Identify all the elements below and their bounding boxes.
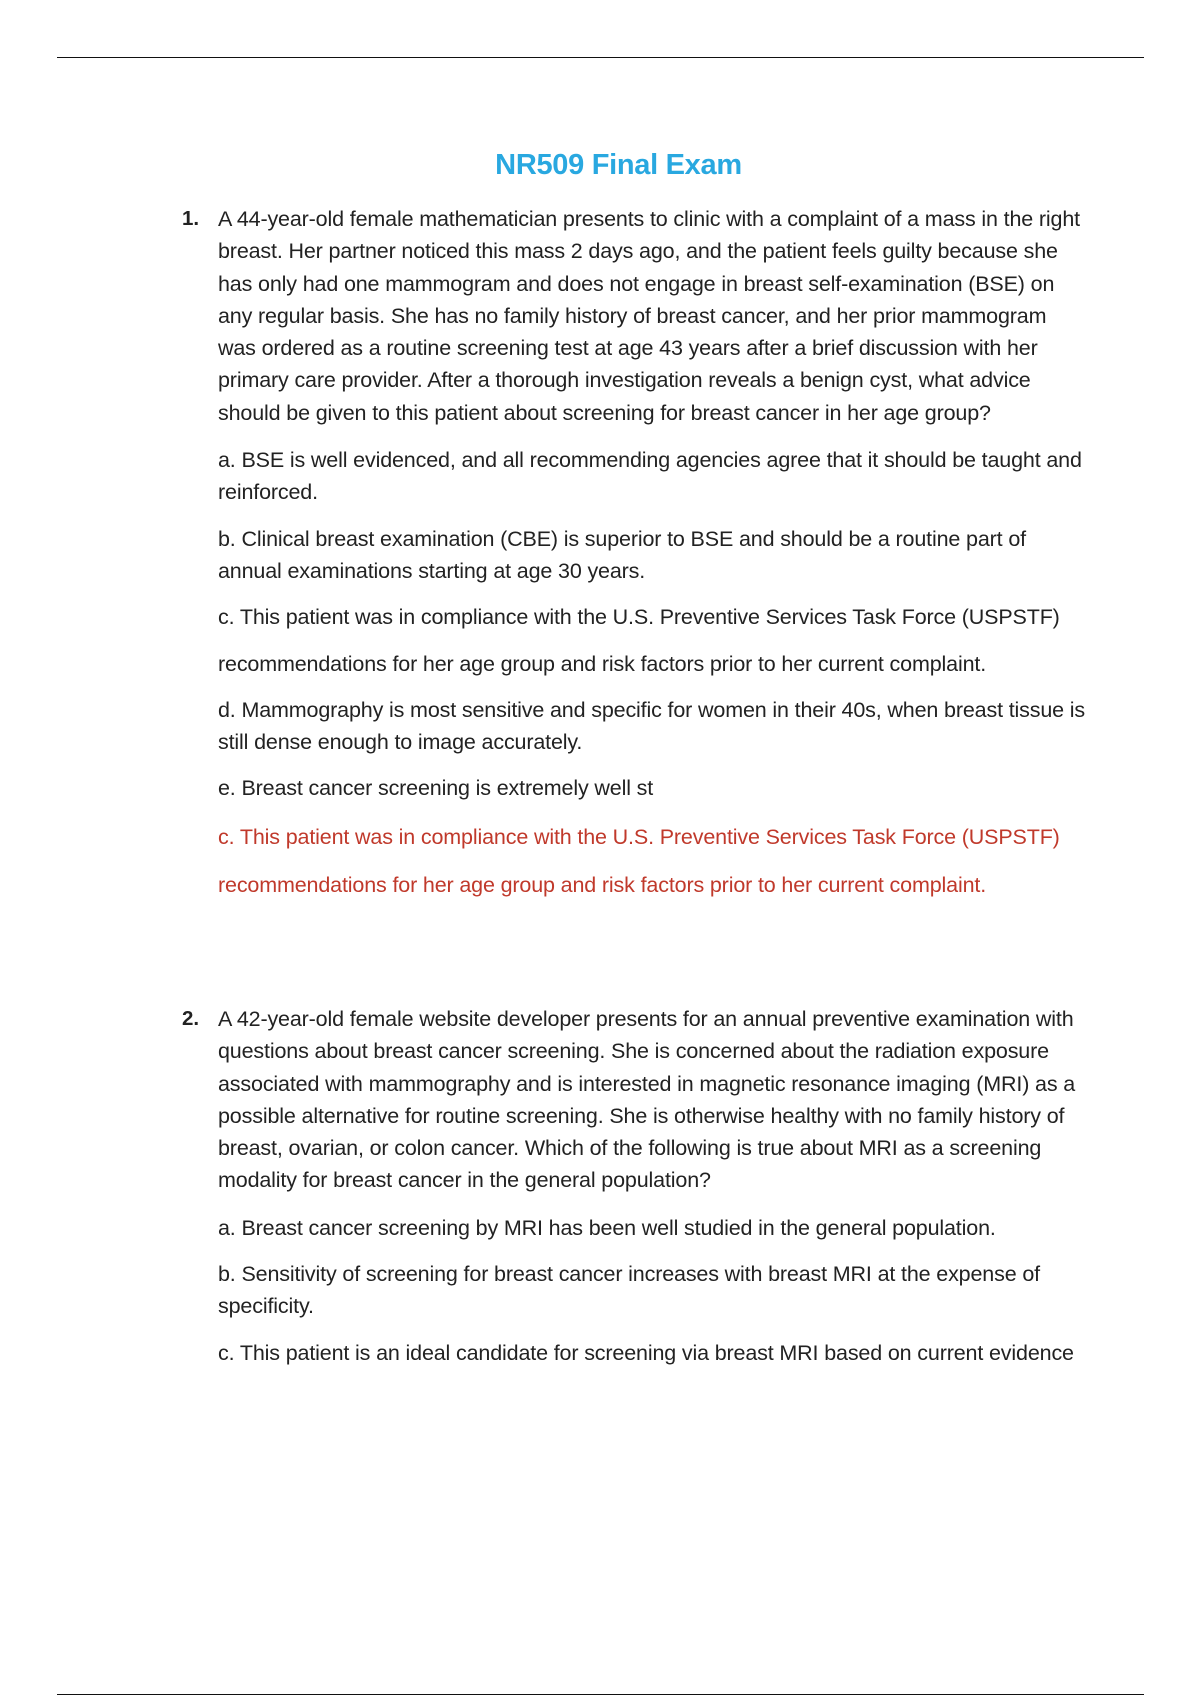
question-2	[182, 1003, 1087, 1369]
question-number: 1.	[182, 207, 200, 230]
option-list	[218, 1212, 1087, 1369]
option-b: b. Sensitivity of screening for breast cancer increases with breast MRI at the expense of specificity.	[218, 1262, 1040, 1319]
bottom-rule	[57, 1694, 1144, 1695]
option-list	[218, 444, 1087, 901]
correct-answer-continued: recommendations for her age group and risk factors prior to her current complaint.	[218, 873, 987, 898]
option-a: a. BSE is well evidenced, and all recommending agencies agree that it should be taught and reinforced.	[218, 448, 1082, 505]
option-b: b. Clinical breast examination (CBE) is superior to BSE and should be a routine part of annual examinations starting at age 30 years.	[218, 526, 1026, 583]
question-number: 2.	[182, 1007, 200, 1030]
top-rule	[57, 57, 1144, 58]
option-c: c. This patient is an ideal candidate for screening via breast MRI based on current evidence	[218, 1340, 1074, 1365]
option-c-continued: recommendations for her age group and risk factors prior to her current complaint.	[218, 651, 987, 676]
option-a: a. Breast cancer screening by MRI has been well studied in the general population.	[218, 1215, 996, 1240]
page-title: NR509 Final Exam	[495, 149, 742, 181]
question-1	[182, 203, 1087, 901]
option-c: c. This patient was in compliance with the U.S. Preventive Services Task Force (USPSTF)	[218, 605, 1060, 630]
option-e: e. Breast cancer screening is extremely well st	[218, 776, 654, 801]
option-d: d. Mammography is most sensitive and specific for women in their 40s, when breast tissue is still dense enough to image accurately.	[218, 697, 1086, 755]
question-stem: A 42-year-old female website developer presents for an annual preventive examination with questions about breast cancer screening. She is concerned about the radiation exposure associated with mammography and is interested in magnetic resonance imaging (MRI) as a possible alternative for routine screening. She is otherwise healthy with no family history of breast, ovarian, or colon cancer. Which of the following is true about MRI as a screening modality for breast cancer in the general population?	[218, 1007, 1076, 1193]
question-stem: A 44-year-old female mathematician presents to clinic with a complaint of a mass in the right breast. Her partner noticed this mass 2 days ago, and the patient feels guilty because she has only had one mammogram and does not engage in breast self-examination (BSE) on any regular basis. She has no family history of breast cancer, and her prior mammogram was ordered as a routine screening test at age 43 years after a brief discussion with her primary care provider. After a thorough investigation reveals a benign cyst, what advice should be given to this patient about screening for breast cancer in her age group?	[218, 207, 1080, 425]
correct-answer: c. This patient was in compliance with the U.S. Preventive Services Task Force (USPSTF)	[218, 824, 1060, 849]
